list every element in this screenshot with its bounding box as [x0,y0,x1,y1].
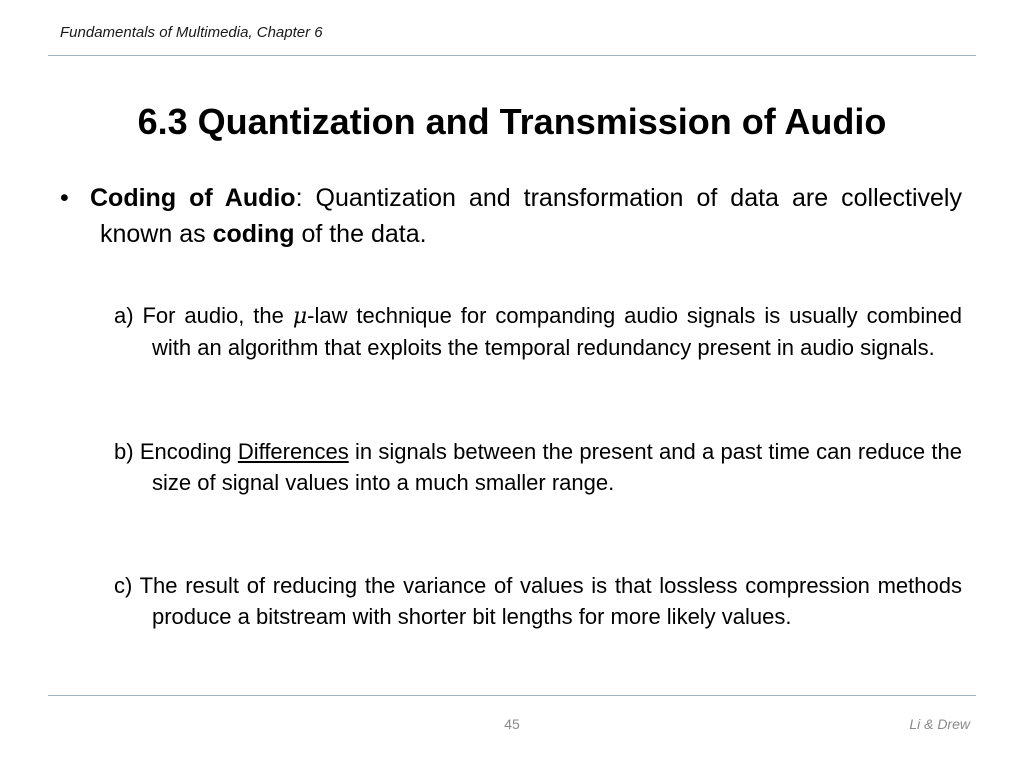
bullet-text-before: Quantization and transformation of data are collectively known as [100,184,962,248]
bullet-text-after: of the data. [294,220,427,248]
bullet-colon: : [295,184,303,212]
sub-item-b-prefix: b) Encoding [114,439,238,464]
footer-divider [48,695,976,696]
header-divider [48,55,976,56]
bullet-emphasis: coding [212,220,295,248]
differences-term: Differences [237,439,349,464]
bullet-term: Coding of Audio [90,184,296,212]
sub-item-a [114,300,962,363]
page-number: 45 [504,716,520,732]
header-title: Fundamentals of Multimedia, Chapter 6 [60,24,323,41]
sub-item-b [114,436,962,498]
slide-title: 6.3 Quantization and Transmission of Audio [137,101,887,142]
sub-item-b-rest: in signals between the present and a past time can reduce the size of signal values into a much smaller range. [152,439,962,495]
sub-item-a-prefix: a) For audio, the [114,303,293,328]
sub-item-c: c) The result of reducing the variance of values is that lossless compression methods produce a bitstream with shorter bit lengths for more likely values. [114,573,962,629]
main-bullet [60,180,962,252]
mu-symbol: μ [292,304,308,329]
bullet-dot: • [60,184,69,212]
footer-authors: Li & Drew [909,716,970,732]
sub-item-a-rest: -law technique for companding audio signals is usually combined with an algorithm that exploits the temporal redundancy present in audio signals. [152,303,962,360]
